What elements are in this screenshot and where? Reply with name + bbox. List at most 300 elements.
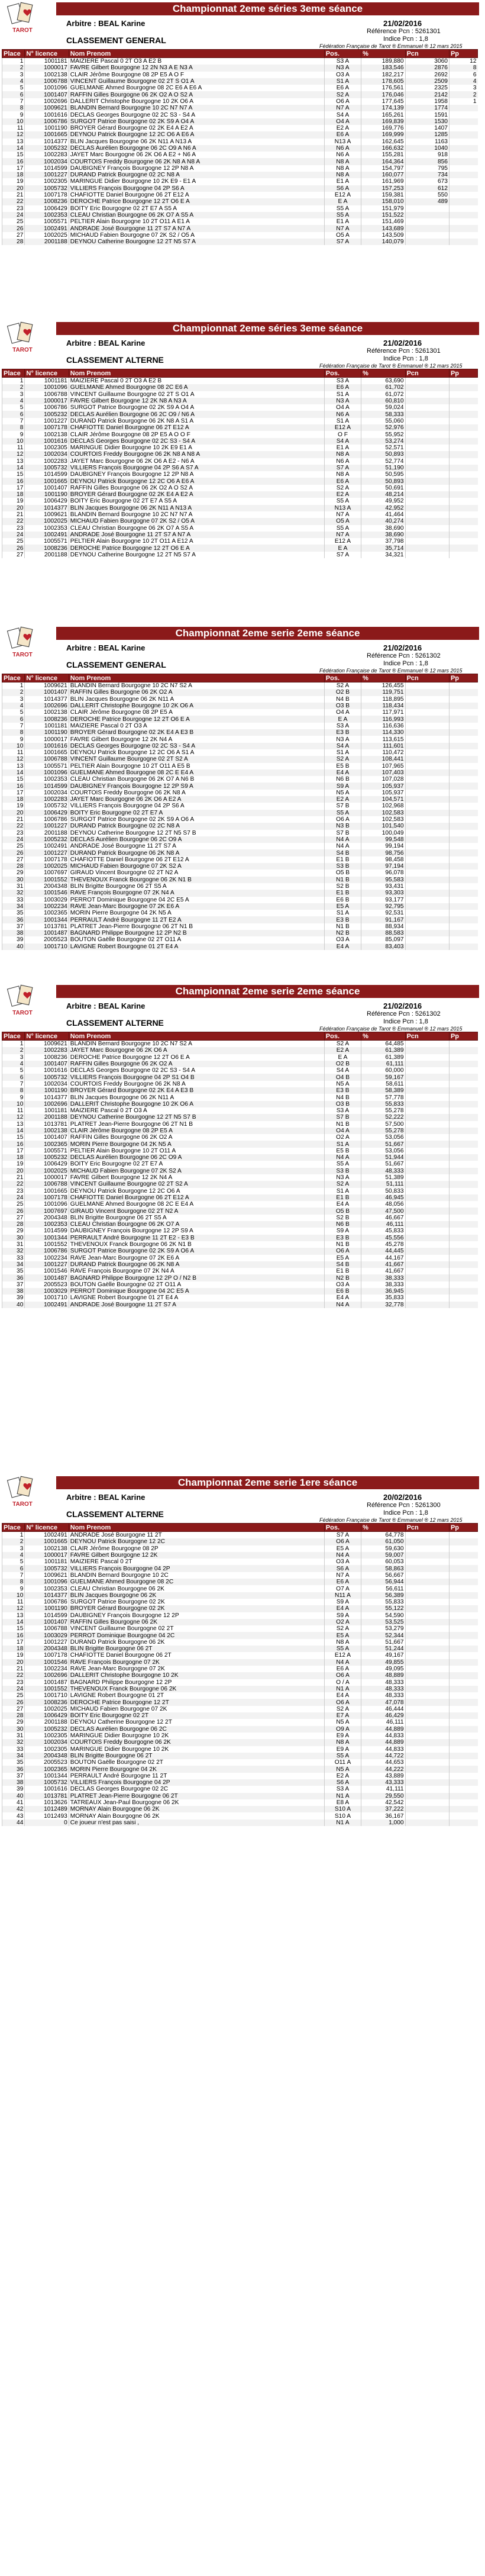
- cell-place: 28: [2, 1712, 25, 1719]
- cell-nom-prenom: THEVENOUX Franck Bourgogne 06 2K N1 B: [69, 1241, 324, 1248]
- table-row: [2, 1686, 478, 1692]
- cell-pos: E A: [324, 198, 361, 205]
- cell-place: 12: [2, 1605, 25, 1612]
- cell-pos: N6 A: [324, 411, 361, 417]
- cell-place: 21: [2, 511, 25, 518]
- cell-pp: [449, 239, 477, 245]
- cell-pp: [449, 1619, 477, 1625]
- cell-pp: [449, 1779, 477, 1786]
- cell-pcn: [405, 1820, 449, 1826]
- table-row: [2, 139, 478, 145]
- cell-pcn: 489: [405, 198, 449, 205]
- cell-nom-prenom: PERRAULT André Bourgogne 11 2T E2 A: [69, 916, 324, 923]
- cell-pos: E1 B: [324, 856, 361, 863]
- cell-nom-prenom: RAVE Jean-Marc Bourgogne 07 2K E6 A: [69, 903, 324, 910]
- cell-nom-prenom: DURAND Patrick Bourgogne 06 2K N8 A S1 A: [69, 418, 324, 424]
- cell-nom-prenom: RAFFIN Gilles Bourgogne 06 2K: [69, 1619, 324, 1625]
- cell-licence: 1005571: [25, 538, 69, 545]
- cell-pp: 8: [449, 65, 477, 71]
- cell-place: 5: [2, 1067, 25, 1074]
- cell-percent: 36,945: [361, 1288, 405, 1295]
- cell-percent: 48,333: [361, 1168, 405, 1174]
- cell-licence: 1002034: [25, 790, 69, 796]
- table-row: [2, 763, 478, 769]
- cell-place: 43: [2, 1812, 25, 1819]
- pcn-reference: Référence Pcn : 5261302: [367, 652, 441, 659]
- cell-place: 1: [2, 378, 25, 385]
- cell-pos: N3 A: [324, 736, 361, 742]
- cell-licence: 1001665: [25, 1188, 69, 1194]
- table-row: [2, 863, 478, 870]
- cell-pos: E4 A: [324, 769, 361, 776]
- cell-place: 6: [2, 716, 25, 722]
- cell-pp: [449, 1261, 477, 1268]
- cell-pos: S1 A: [324, 1188, 361, 1194]
- cell-percent: 55,060: [361, 418, 405, 424]
- cell-licence: 1009621: [25, 1572, 69, 1579]
- table-row: [2, 910, 478, 916]
- cell-pos: N1 B: [324, 1241, 361, 1248]
- pcn-indice: Indice Pcn : 1,8: [383, 660, 428, 667]
- pcn-reference: Référence Pcn : 5261301: [367, 347, 441, 355]
- cell-place: 15: [2, 471, 25, 478]
- table-row: [2, 192, 478, 198]
- cell-place: 35: [2, 910, 25, 916]
- cell-percent: 119,751: [361, 689, 405, 695]
- cell-pos: S1 A: [324, 1141, 361, 1147]
- cell-percent: 48,889: [361, 1672, 405, 1679]
- cell-pos: E5 A: [324, 1255, 361, 1261]
- cell-percent: 44,889: [361, 1726, 405, 1733]
- cell-percent: 105,937: [361, 790, 405, 796]
- cell-nom-prenom: TATREAUX Jean-Paul Bourgogne 06 2K: [69, 1799, 324, 1806]
- cell-pp: [449, 1699, 477, 1705]
- cell-place: 23: [2, 1679, 25, 1686]
- cell-place: 13: [2, 1121, 25, 1128]
- table-row: [2, 936, 478, 943]
- header-place: Place: [2, 369, 25, 378]
- cell-pp: 1: [449, 98, 477, 105]
- cell-percent: 59,630: [361, 1545, 405, 1552]
- cell-percent: 51,244: [361, 1646, 405, 1652]
- classement-type: CLASSEMENT GENERAL: [66, 36, 166, 45]
- cell-pp: [449, 1739, 477, 1746]
- cell-place: 4: [2, 78, 25, 85]
- cell-licence: 1012493: [25, 1812, 69, 1819]
- cell-pos: N1 B: [324, 923, 361, 930]
- table-row: [2, 1592, 478, 1599]
- cell-place: 6: [2, 1074, 25, 1080]
- cell-pos: S2 A: [324, 91, 361, 98]
- cell-pp: [449, 1041, 477, 1048]
- cell-licence: 2004348: [25, 1215, 69, 1221]
- cell-pp: [449, 165, 477, 172]
- cell-nom-prenom: BOITY Eric Bourgogne 02 2T E7 A S5 A: [69, 498, 324, 504]
- cell-percent: 105,937: [361, 783, 405, 789]
- cell-percent: 91,167: [361, 916, 405, 923]
- table-row: [2, 1605, 478, 1612]
- cell-percent: 118,434: [361, 703, 405, 709]
- table-row: [2, 1148, 478, 1154]
- cell-pp: [449, 404, 477, 411]
- cell-pos: S2 B: [324, 883, 361, 890]
- table-row: [2, 1619, 478, 1625]
- header-nom-prenom: Nom Prenom: [69, 674, 324, 682]
- cell-pp: [449, 1054, 477, 1061]
- cell-pp: [449, 398, 477, 404]
- cell-place: 28: [2, 1221, 25, 1228]
- header-percent: %: [361, 674, 405, 682]
- cell-nom-prenom: COURTOIS Freddy Bourgogne 06 2K: [69, 1739, 324, 1746]
- cell-place: 23: [2, 1188, 25, 1194]
- cell-pcn: [405, 1194, 449, 1201]
- cell-pcn: [405, 1746, 449, 1753]
- cell-percent: 64,485: [361, 1041, 405, 1048]
- cell-percent: 48,056: [361, 1201, 405, 1208]
- cell-pp: [449, 1154, 477, 1161]
- cell-nom-prenom: BLANDIN Bernard Bourgogne 10 2C N7 N7 A: [69, 105, 324, 111]
- table-row: [2, 1154, 478, 1161]
- cell-pp: [449, 903, 477, 910]
- table-row: [2, 105, 478, 111]
- cell-licence: 1000017: [25, 736, 69, 742]
- cell-nom-prenom: GUELMANE Ahmed Bourgogne 08 2C: [69, 1579, 324, 1585]
- cell-place: 21: [2, 192, 25, 198]
- cell-pos: E7 A: [324, 1712, 361, 1719]
- cell-licence: 1001096: [25, 769, 69, 776]
- cell-percent: 158,010: [361, 198, 405, 205]
- cell-percent: 143,509: [361, 232, 405, 239]
- cell-nom-prenom: RAVE François Bourgogne 07 2K: [69, 1659, 324, 1666]
- cell-percent: 58,611: [361, 1081, 405, 1087]
- cell-pos: S3 A: [324, 58, 361, 65]
- table-row: [2, 91, 478, 98]
- cell-percent: 37,222: [361, 1806, 405, 1812]
- table-row: [2, 1274, 478, 1281]
- cell-percent: 107,403: [361, 769, 405, 776]
- cell-nom-prenom: GUELMANE Ahmed Bourgogne 08 2C E E4 A: [69, 769, 324, 776]
- cell-pos: E9 A: [324, 1733, 361, 1739]
- header-percent: %: [361, 50, 405, 58]
- cell-nom-prenom: DEYNOU Patrick Bourgogne 12 2C O6 A S1 A: [69, 749, 324, 756]
- table-row: [2, 532, 478, 538]
- table-row: [2, 1572, 478, 1579]
- cell-pos: O5 B: [324, 870, 361, 876]
- cell-pp: [449, 1686, 477, 1692]
- cell-pos: E5 A: [324, 1545, 361, 1552]
- cell-pcn: [405, 1148, 449, 1154]
- cell-pp: [449, 1652, 477, 1659]
- cell-licence: 1002305: [25, 445, 69, 451]
- table-row: [2, 198, 478, 205]
- cell-pos: S9 A: [324, 783, 361, 789]
- cell-pcn: [405, 944, 449, 950]
- cell-percent: 38,690: [361, 532, 405, 538]
- ranking-section: [0, 624, 485, 983]
- cell-licence: 1001665: [25, 131, 69, 138]
- cell-place: 29: [2, 1228, 25, 1234]
- cell-pos: S2 A: [324, 1625, 361, 1632]
- cell-pos: N4 A: [324, 1302, 361, 1308]
- cell-licence: 1001190: [25, 491, 69, 498]
- cell-percent: 44,833: [361, 1746, 405, 1753]
- cell-percent: 52,976: [361, 424, 405, 431]
- cell-pcn: [405, 478, 449, 484]
- cell-pcn: [405, 1248, 449, 1254]
- cell-pcn: [405, 1786, 449, 1792]
- cell-licence: 1002234: [25, 1666, 69, 1672]
- cell-nom-prenom: RAFFIN Gilles Bourgogne 06 2K O2 A: [69, 1134, 324, 1141]
- cell-pp: [449, 810, 477, 816]
- cell-percent: 45,833: [361, 1228, 405, 1234]
- pcn-reference: Référence Pcn : 5261301: [367, 28, 441, 35]
- table-row: [2, 1168, 478, 1174]
- cell-nom-prenom: BLIN Brigitte Bourgogne 06 2T S5 A: [69, 883, 324, 890]
- cell-licence: 1002034: [25, 1081, 69, 1087]
- cell-pcn: [405, 1107, 449, 1114]
- cell-percent: 58,389: [361, 1087, 405, 1094]
- cell-pp: [449, 505, 477, 511]
- cell-pp: [449, 936, 477, 943]
- cell-place: 29: [2, 1719, 25, 1725]
- cell-percent: 60,000: [361, 1067, 405, 1074]
- table-row: [2, 1061, 478, 1067]
- cell-pp: [449, 1572, 477, 1579]
- cell-pp: [449, 1074, 477, 1080]
- cell-licence: 2001188: [25, 552, 69, 558]
- cell-licence: 1000017: [25, 398, 69, 404]
- cell-pcn: 795: [405, 165, 449, 172]
- cell-percent: 56,611: [361, 1585, 405, 1592]
- cell-pcn: [405, 1174, 449, 1181]
- cell-nom-prenom: BLIN Jacques Bourgogne 06 2K N11 A N13 A: [69, 505, 324, 511]
- cell-pp: [449, 198, 477, 205]
- cell-pos: N7 A: [324, 105, 361, 111]
- header-licence: N° licence: [25, 1524, 69, 1532]
- cell-percent: 126,455: [361, 682, 405, 690]
- session-date: 21/02/2016: [383, 1002, 422, 1010]
- cell-pcn: [405, 1812, 449, 1819]
- cell-nom-prenom: DEROCHE Patrice Bourgogne 12 2T O6 E A: [69, 198, 324, 205]
- cell-licence: 1005232: [25, 411, 69, 417]
- cell-pcn: [405, 1128, 449, 1134]
- table-row: [2, 790, 478, 796]
- cell-licence: 1002365: [25, 1141, 69, 1147]
- cell-pp: [449, 178, 477, 185]
- cell-place: 16: [2, 478, 25, 484]
- cell-place: 14: [2, 1619, 25, 1625]
- cell-nom-prenom: PERRAULT André Bourgogne 11 2T E2 - E3 B: [69, 1235, 324, 1241]
- table-row: [2, 1067, 478, 1074]
- cell-percent: 114,330: [361, 729, 405, 736]
- cell-pcn: [405, 538, 449, 545]
- cell-percent: 161,969: [361, 178, 405, 185]
- table-row: [2, 689, 478, 695]
- cell-nom-prenom: DAUBIGNEY François Bourgogne 12 2P: [69, 1612, 324, 1619]
- cell-nom-prenom: RAFFIN Gilles Bourgogne 06 2K O2 A: [69, 1061, 324, 1067]
- cell-pos: N6 B: [324, 776, 361, 783]
- cell-pp: 12: [449, 58, 477, 65]
- cell-pp: [449, 703, 477, 709]
- pcn-reference: Référence Pcn : 5261302: [367, 1010, 441, 1017]
- table-row: [2, 1585, 478, 1592]
- cell-nom-prenom: PLATRET Jean-Pierre Bourgogne 06 2T N1 B: [69, 1121, 324, 1128]
- cell-licence: 1001407: [25, 689, 69, 695]
- cell-pp: [449, 1632, 477, 1638]
- cell-percent: 57,778: [361, 1094, 405, 1100]
- cell-pcn: [405, 1686, 449, 1692]
- cell-pcn: [405, 903, 449, 910]
- cell-percent: 55,833: [361, 1101, 405, 1107]
- cell-licence: 1005232: [25, 1154, 69, 1161]
- table-row: [2, 1228, 478, 1234]
- cell-licence: 1002696: [25, 1672, 69, 1679]
- cell-percent: 29,550: [361, 1793, 405, 1799]
- cell-licence: 1002491: [25, 1532, 69, 1539]
- cell-licence: 1003029: [25, 897, 69, 903]
- cell-pp: [449, 232, 477, 239]
- table-row: [2, 769, 478, 776]
- cell-pp: [449, 478, 477, 484]
- cell-pp: [449, 1061, 477, 1067]
- cell-pcn: 1040: [405, 145, 449, 152]
- cell-pp: [449, 1255, 477, 1261]
- cell-pos: E6 A: [324, 131, 361, 138]
- table-row: [2, 431, 478, 437]
- cell-nom-prenom: MAIZIERE Pascal 0 2T O3 A E2 B: [69, 378, 324, 385]
- table-row: [2, 98, 478, 105]
- cell-pcn: [405, 445, 449, 451]
- cell-pp: [449, 1766, 477, 1772]
- cell-licence: 1013626: [25, 1799, 69, 1806]
- cell-pcn: [405, 1302, 449, 1308]
- cell-pp: [449, 1639, 477, 1646]
- cell-pcn: [405, 1208, 449, 1214]
- cell-pp: [449, 849, 477, 856]
- cell-pcn: 1163: [405, 139, 449, 145]
- cell-nom-prenom: DEYNOU Patrick Bourgogne 12 2C: [69, 1538, 324, 1545]
- cell-place: 3: [2, 696, 25, 703]
- table-row: [2, 796, 478, 803]
- cell-licence: 1005732: [25, 185, 69, 192]
- tarot-logo-icon: [4, 626, 41, 662]
- cell-pp: [449, 1268, 477, 1274]
- cell-pp: [449, 411, 477, 417]
- cell-licence: 1014377: [25, 696, 69, 703]
- cell-percent: 98,756: [361, 849, 405, 856]
- cell-licence: 1001487: [25, 1274, 69, 1281]
- table-row: [2, 897, 478, 903]
- cell-nom-prenom: CLEAU Christian Bourgogne 06 2K O7 A S5 A: [69, 525, 324, 532]
- table-row: [2, 491, 478, 498]
- cell-licence: 1000017: [25, 1552, 69, 1559]
- table-row: [2, 438, 478, 445]
- cell-percent: 178,605: [361, 78, 405, 85]
- cell-nom-prenom: BROYER Gérard Bourgogne 02 2K E4 A E3 B: [69, 729, 324, 736]
- cell-percent: 157,253: [361, 185, 405, 192]
- table-row: [2, 1639, 478, 1646]
- cell-pp: [449, 1201, 477, 1208]
- cell-pcn: [405, 545, 449, 551]
- cell-licence: 1001710: [25, 1295, 69, 1301]
- cell-place: 25: [2, 843, 25, 849]
- cell-pcn: [405, 1733, 449, 1739]
- logo-text: TAROT: [12, 1010, 33, 1016]
- cell-pcn: [405, 498, 449, 504]
- cell-licence: 1001407: [25, 1619, 69, 1625]
- table-row: [2, 1054, 478, 1061]
- logo: [4, 1, 41, 38]
- cell-pcn: [405, 1074, 449, 1080]
- arbitre-label: Arbitre : BEAL Karine: [66, 339, 146, 347]
- cell-pcn: [405, 836, 449, 843]
- cell-pcn: [405, 856, 449, 863]
- cell-pcn: 918: [405, 152, 449, 158]
- cell-pcn: [405, 1592, 449, 1599]
- cell-pcn: [405, 431, 449, 437]
- cell-percent: 56,944: [361, 1579, 405, 1585]
- cell-pcn: [405, 1188, 449, 1194]
- cell-licence: 1014599: [25, 165, 69, 172]
- cell-place: 22: [2, 823, 25, 829]
- cell-licence: 1005232: [25, 145, 69, 152]
- cell-percent: 50,893: [361, 451, 405, 458]
- header-nom-prenom: Nom Prenom: [69, 50, 324, 58]
- cell-place: 23: [2, 525, 25, 532]
- table-row: [2, 1221, 478, 1228]
- cell-pcn: [405, 1255, 449, 1261]
- cell-percent: 50,893: [361, 478, 405, 484]
- cell-percent: 44,653: [361, 1759, 405, 1766]
- table-row: [2, 1599, 478, 1605]
- cell-licence: 2005523: [25, 936, 69, 943]
- cell-nom-prenom: GIRAUD Vincent Bourgogne 02 2T N2 A: [69, 870, 324, 876]
- table-row: [2, 1107, 478, 1114]
- table-row: [2, 1261, 478, 1268]
- cell-place: 20: [2, 1168, 25, 1174]
- cell-pcn: [405, 1572, 449, 1579]
- cell-licence: 1014377: [25, 1094, 69, 1100]
- cell-pp: [449, 1579, 477, 1585]
- cell-percent: 99,194: [361, 843, 405, 849]
- cell-licence: 1002353: [25, 212, 69, 218]
- cell-pos: E3 B: [324, 729, 361, 736]
- cell-percent: 176,561: [361, 85, 405, 91]
- cell-licence: 1002283: [25, 796, 69, 803]
- cell-nom-prenom: RAFFIN Gilles Bourgogne 06 2K O2 A O S2 A: [69, 91, 324, 98]
- cell-percent: 53,056: [361, 1148, 405, 1154]
- cell-pp: [449, 1161, 477, 1167]
- cell-percent: 52,222: [361, 1114, 405, 1120]
- cell-licence: 1005732: [25, 1565, 69, 1572]
- cell-pos: S7 B: [324, 803, 361, 809]
- table-row: [2, 1101, 478, 1107]
- cell-percent: 118,895: [361, 696, 405, 703]
- cell-pp: [449, 1047, 477, 1054]
- cell-pos: N2 B: [324, 930, 361, 936]
- table-row: [2, 185, 478, 192]
- table-row: [2, 823, 478, 829]
- cell-percent: 182,217: [361, 72, 405, 78]
- cell-place: 19: [2, 498, 25, 504]
- cell-percent: 45,278: [361, 1241, 405, 1248]
- cell-nom-prenom: MICHAUD Fabien Bourgogne 07 2K S2 A: [69, 863, 324, 870]
- cell-percent: 53,525: [361, 1619, 405, 1625]
- cell-pos: O7 A: [324, 1585, 361, 1592]
- cell-pos: O2 A: [324, 1134, 361, 1141]
- header-licence: N° licence: [25, 50, 69, 58]
- cell-pos: E3 B: [324, 916, 361, 923]
